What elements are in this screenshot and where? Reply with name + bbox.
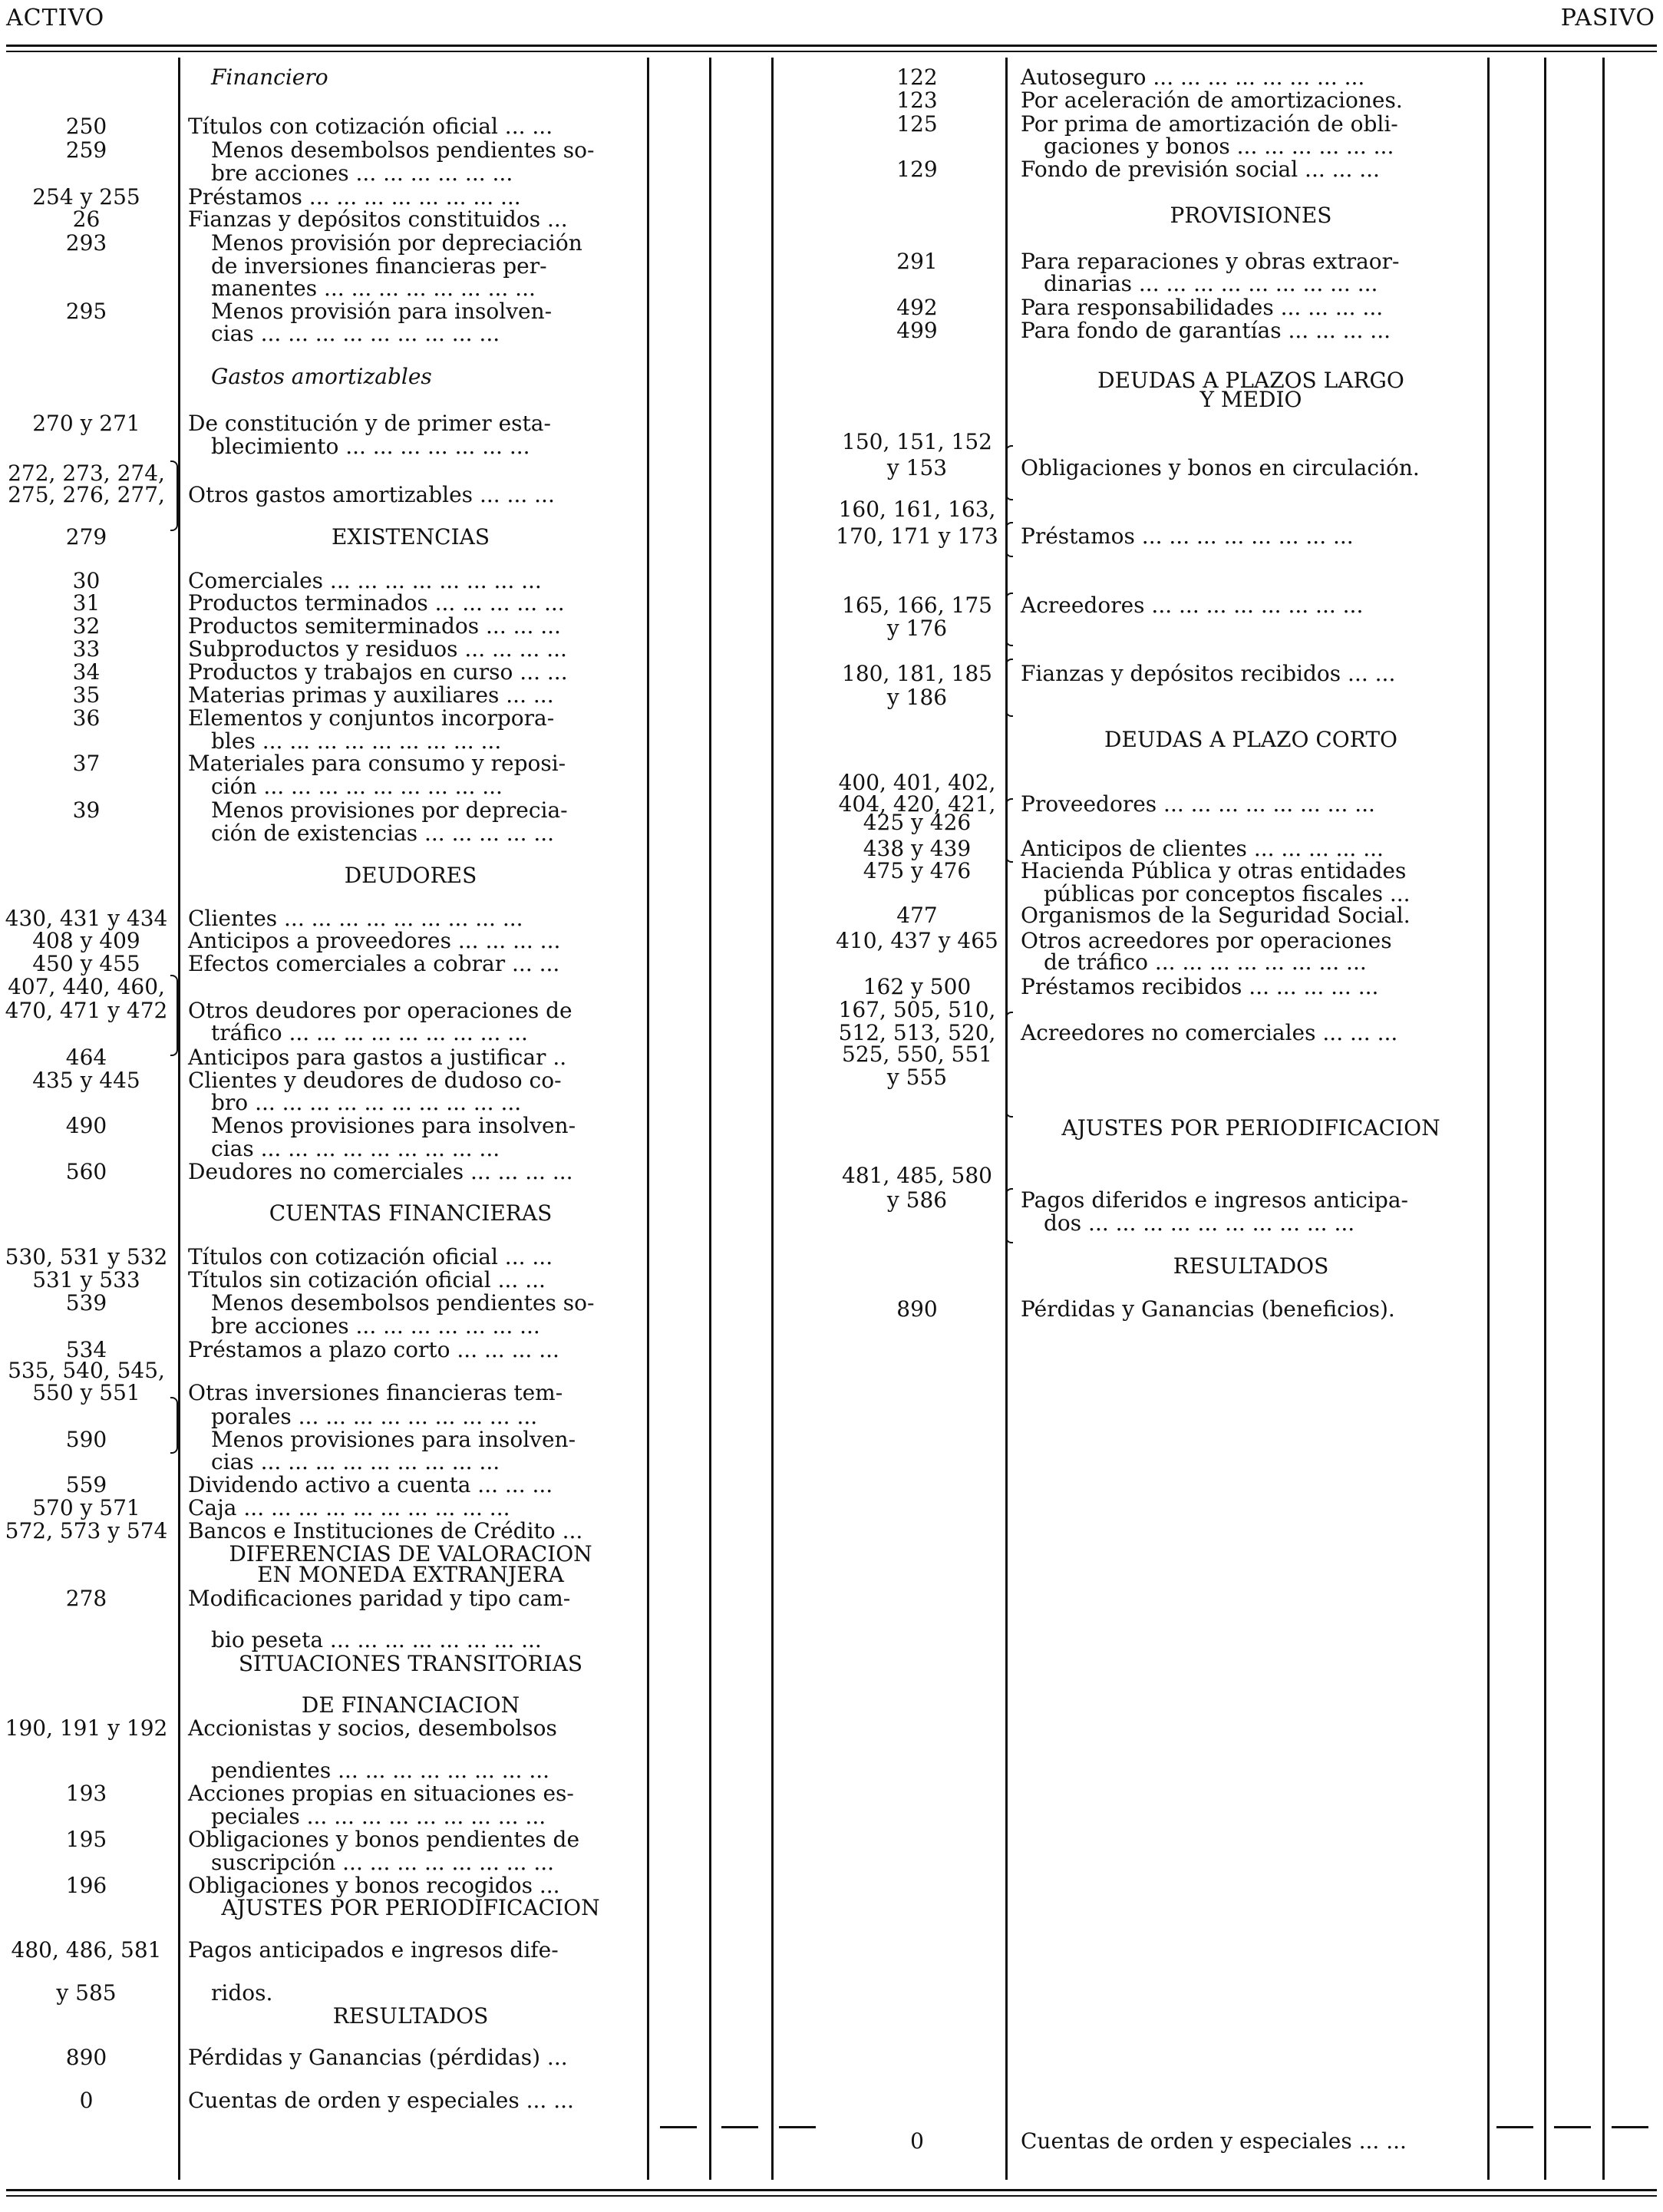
activo-account-code: 550 y 551 [32,1380,140,1405]
pasivo-account-code: 160, 161, 163, [838,497,996,522]
activo-section-heading: Financiero [211,64,328,90]
activo-account-label: Anticipos para gastos a justificar .. [188,1045,567,1070]
pasivo-account-code: 481, 485, 580 [842,1163,992,1188]
activo-account-code: 435 y 445 [32,1068,140,1093]
activo-account-label: Productos terminados ... ... ... ... ... [188,590,565,616]
activo-account-label: Cuentas de orden y especiales ... ... [188,2088,574,2113]
activo-account-label: Menos desembolsos pendientes so- [211,1290,595,1316]
activo-account-label: Menos provisiones para insolven- [211,1113,576,1138]
activo-account-label: blecimiento ... ... ... ... ... ... ... [211,434,530,459]
pasivo-account-label: Proveedores ... ... ... ... ... ... ... ... [1021,791,1375,817]
activo-account-code: 26 [72,206,101,232]
activo-account-code: 31 [72,590,101,616]
total-dash [721,2126,758,2128]
activo-account-label: Clientes ... ... ... ... ... ... ... ... ... [188,906,523,931]
pasivo-account-label: Préstamos recibidos ... ... ... ... ... [1021,974,1379,999]
pasivo-section-heading: PROVISIONES [1170,203,1332,228]
activo-account-label: Anticipos a proveedores ... ... ... ... [188,928,561,953]
pasivo-account-label: Autoseguro ... ... ... ... ... ... ... ... [1021,64,1365,90]
pasivo-account-label: Acreedores no comerciales ... ... ... [1021,1020,1398,1045]
pasivo-account-code: y 176 [886,616,948,641]
pasivo-account-code: 125 [896,111,938,137]
pasivo-account-code: 425 y 426 [863,810,972,835]
activo-account-label: Otros gastos amortizables ... ... ... [188,482,555,507]
pasivo-account-label: Para reparaciones y obras extraor- [1021,249,1400,274]
activo-account-code: 39 [72,797,101,823]
activo-account-label: Obligaciones y bonos pendientes de [188,1827,580,1852]
pasivo-account-label: Por aceleración de amortizaciones. [1021,87,1403,113]
activo-account-code: 34 [72,659,101,685]
bottom-rule [6,2189,1657,2191]
activo-account-label: Dividendo activo a cuenta ... ... ... [188,1472,553,1497]
pasivo-amount-col-3 [1602,58,1605,2180]
activo-account-code: 450 y 455 [32,951,140,976]
activo-account-code: 196 [65,1873,107,1898]
pasivo-account-label: dinarias ... ... ... ... ... ... ... ... ... [1044,271,1378,296]
activo-account-label: Elementos y conjuntos incorpora- [188,705,555,731]
activo-account-code: 530, 531 y 532 [5,1244,168,1269]
activo-account-label: Obligaciones y bonos recogidos ... [188,1873,560,1898]
pasivo-account-label: públicas por conceptos fiscales ... [1044,881,1411,906]
pasivo-account-label: Otros acreedores por operaciones [1021,928,1392,953]
activo-account-code: 407, 440, 460, [8,974,165,999]
activo-section-heading: CUENTAS FINANCIERAS [269,1200,553,1226]
pasivo-amount-col-2 [1544,58,1546,2180]
pasivo-account-code: 167, 505, 510, [838,997,996,1022]
activo-account-code: 35 [72,682,101,708]
activo-account-code: 278 [65,1586,107,1611]
activo-account-code: 295 [65,299,107,324]
pasivo-section-heading: DEUDAS A PLAZO CORTO [1104,727,1397,752]
activo-account-code: 293 [65,230,107,256]
pasivo-account-code: 404, 420, 421, [838,791,996,817]
activo-account-label: De constitución y de primer esta- [188,411,551,436]
activo-amount-col-2 [709,58,711,2180]
activo-account-label: Modificaciones paridad y tipo cam- [188,1586,571,1611]
activo-account-code: 572, 573 y 574 [5,1518,168,1543]
brace-icon [1005,659,1013,717]
activo-account-label: bro ... ... ... ... ... ... ... ... ... ... [211,1090,522,1115]
activo-account-code: 464 [65,1045,107,1070]
activo-account-label: Menos desembolsos pendientes so- [211,137,595,163]
activo-account-code: 254 y 255 [32,184,140,210]
pasivo-account-code: 499 [896,318,938,343]
pasivo-account-label: dos ... ... ... ... ... ... ... ... ... ... [1044,1210,1355,1236]
brace-icon [1005,1188,1013,1243]
activo-section-heading: EN MONEDA EXTRANJERA [257,1562,564,1587]
activo-account-code: 32 [72,613,101,639]
activo-account-code: 535, 540, 545, [8,1358,165,1383]
activo-account-code: 480, 486, 581 [11,1937,162,1963]
brace-icon [1005,798,1013,863]
brace-icon [170,461,178,531]
pasivo-account-label: Organismos de la Seguridad Social. [1021,903,1411,928]
activo-account-code: 559 [65,1472,107,1497]
pasivo-account-code: 150, 151, 152 [842,429,992,454]
pasivo-account-label: Cuentas de orden y especiales ... ... [1021,2128,1407,2154]
activo-section-heading: AJUSTES POR PERIODIFICACION [221,1895,600,1920]
activo-section-heading: SITUACIONES TRANSITORIAS [238,1651,583,1676]
pasivo-amount-col-1 [1487,58,1490,2180]
activo-account-label: Fianzas y depósitos constituidos ... [188,206,568,232]
pasivo-section-heading: Y MEDIO [1199,387,1302,412]
pasivo-account-code: 180, 181, 185 [842,661,992,686]
pasivo-account-code: 123 [896,87,938,113]
pasivo-account-code: 162 y 500 [863,974,972,999]
activo-account-label: Otras inversiones financieras tem- [188,1380,563,1405]
activo-account-label: bre acciones ... ... ... ... ... ... [211,160,513,186]
pasivo-account-label: Fondo de previsión social ... ... ... [1021,157,1380,182]
activo-account-label: Menos provisiones por deprecia- [211,797,568,823]
pasivo-account-label: Acreedores ... ... ... ... ... ... ... ... [1021,593,1364,618]
pasivo-account-code: y 555 [886,1065,948,1090]
activo-account-label: Deudores no comerciales ... ... ... ... [188,1159,573,1184]
pasivo-account-code: y 153 [886,455,948,480]
brace-icon [1005,593,1013,646]
top-rule-2 [6,51,1657,52]
pasivo-account-label: gaciones y bonos ... ... ... ... ... ... [1044,134,1394,159]
brace-icon [1005,445,1013,500]
total-dash [1612,2126,1648,2128]
pasivo-account-label: de tráfico ... ... ... ... ... ... ... ... [1044,949,1367,975]
activo-account-label: ridos. [211,1980,273,2006]
pasivo-account-label: Hacienda Pública y otras entidades [1021,858,1407,883]
activo-account-label: Subproductos y residuos ... ... ... ... [188,636,567,662]
activo-account-label: manentes ... ... ... ... ... ... ... ... [211,276,536,301]
activo-account-label: Bancos e Instituciones de Crédito ... [188,1518,583,1543]
activo-account-code: 470, 471 y 472 [5,998,168,1023]
activo-account-label: bio peseta ... ... ... ... ... ... ... ... [211,1627,542,1652]
activo-account-code: 534 [65,1337,107,1362]
brace-icon [170,1397,178,1454]
activo-account-label: Menos provisión por depreciación [211,230,582,256]
activo-account-label: Pagos anticipados e ingresos dife- [188,1937,559,1963]
activo-account-label: Acciones propias en situaciones es- [188,1781,574,1806]
pasivo-account-code: 512, 513, 520, [838,1020,996,1045]
pasivo-account-label: Fianzas y depósitos recibidos ... ... [1021,661,1396,686]
brace-icon [170,975,178,1056]
activo-account-label: de inversiones financieras per- [211,253,547,279]
activo-account-label: Materiales para consumo y reposi- [188,751,566,776]
activo-account-code: 430, 431 y 434 [5,906,168,931]
pasivo-section-heading: DEUDAS A PLAZOS LARGO [1097,368,1404,393]
brace-icon [1005,1012,1013,1118]
pasivo-account-label: Para fondo de garantías ... ... ... ... [1021,318,1391,343]
activo-account-label: Menos provisión para insolven- [211,299,553,324]
pasivo-account-label: Por prima de amortización de obli- [1021,111,1398,137]
pasivo-account-code: 129 [896,157,938,182]
pasivo-account-label: Pagos diferidos e ingresos anticipa- [1021,1187,1409,1213]
activo-account-code: 0 [79,2088,94,2113]
activo-account-code: 30 [72,568,101,593]
activo-account-label: suscripción ... ... ... ... ... ... ... ... [211,1850,555,1875]
header-pasivo: PASIVO [1560,5,1655,31]
activo-account-code: 539 [65,1290,107,1316]
activo-section-heading: DEUDORES [344,863,477,888]
activo-account-code: 259 [65,137,107,163]
activo-account-label: cias ... ... ... ... ... ... ... ... ... [211,1136,500,1161]
pasivo-account-label: Pérdidas y Ganancias (beneficios). [1021,1296,1395,1322]
pasivo-account-code: 438 y 439 [863,836,972,861]
pasivo-section-heading: AJUSTES POR PERIODIFICACION [1061,1115,1440,1141]
activo-account-label: Efectos comerciales a cobrar ... ... [188,951,560,976]
activo-account-code: 33 [72,636,101,662]
pasivo-account-code: 291 [896,249,938,274]
activo-account-code: 531 y 533 [32,1267,140,1293]
pasivo-account-label: Para responsabilidades ... ... ... ... [1021,295,1384,320]
pasivo-account-label: Obligaciones y bonos en circulación. [1021,455,1420,480]
activo-section-heading: RESULTADOS [332,2003,489,2029]
activo-account-label: porales ... ... ... ... ... ... ... ... ... [211,1404,538,1429]
activo-account-code: 37 [72,751,101,776]
activo-account-label: Títulos con cotización oficial ... ... [188,114,553,139]
activo-account-code: 490 [65,1113,107,1138]
pasivo-account-code: 475 y 476 [863,858,972,883]
header-activo: ACTIVO [6,5,105,31]
pasivo-account-code: 525, 550, 551 [842,1042,992,1067]
total-dash [1496,2126,1533,2128]
activo-account-label: ción ... ... ... ... ... ... ... ... ... [211,774,503,799]
pasivo-section-heading: RESULTADOS [1173,1253,1329,1279]
activo-account-code: 270 y 271 [32,411,140,436]
total-dash [779,2126,816,2128]
activo-account-label: Caja ... ... ... ... ... ... ... ... ... ... [188,1495,510,1520]
activo-account-code: 36 [72,705,101,731]
brace-icon [1005,522,1013,557]
pasivo-account-code: 0 [910,2128,924,2154]
activo-section-heading: DE FINANCIACION [301,1692,520,1718]
pasivo-account-code: 122 [896,64,938,90]
pasivo-divider [1005,58,1008,2180]
total-dash [660,2126,697,2128]
pasivo-account-code: 165, 166, 175 [842,593,992,618]
activo-account-label: Pérdidas y Ganancias (pérdidas) ... [188,2045,568,2070]
activo-account-label: cias ... ... ... ... ... ... ... ... ... [211,1449,500,1474]
activo-account-label: tráfico ... ... ... ... ... ... ... ... ... [211,1020,528,1045]
bottom-rule-2 [6,2195,1657,2197]
top-rule [6,45,1657,47]
activo-account-code: 408 y 409 [32,928,140,953]
activo-account-label: Títulos con cotización oficial ... ... [188,1244,553,1269]
activo-account-label: bre acciones ... ... ... ... ... ... ... [211,1313,540,1339]
activo-account-label: cias ... ... ... ... ... ... ... ... ... [211,321,500,346]
activo-account-code: 560 [65,1159,107,1184]
activo-account-code: 890 [65,2045,107,2070]
activo-account-label: bles ... ... ... ... ... ... ... ... ... [211,728,502,754]
activo-account-code: 272, 273, 274, [8,461,165,486]
activo-account-label: Clientes y deudores de dudoso co- [188,1068,562,1093]
pasivo-account-code: 170, 171 y 173 [836,523,998,549]
pasivo-account-code: 400, 401, 402, [838,770,996,795]
activo-account-code: 195 [65,1827,107,1852]
activo-account-label: Títulos sin cotización oficial ... ... [188,1267,546,1293]
pasivo-account-label: Préstamos ... ... ... ... ... ... ... ... [1021,523,1354,549]
activo-account-code: 190, 191 y 192 [5,1715,168,1741]
activo-account-code: 570 y 571 [32,1495,140,1520]
activo-amount-col-1 [647,58,649,2180]
pasivo-account-code: 890 [896,1296,938,1322]
activo-account-label: Préstamos ... ... ... ... ... ... ... ... [188,184,521,210]
activo-account-label: peciales ... ... ... ... ... ... ... ... ... [211,1804,546,1829]
activo-section-heading: Gastos amortizables [211,364,432,389]
pasivo-account-code: 492 [896,295,938,320]
activo-account-label: Productos y trabajos en curso ... ... [188,659,568,685]
total-dash [1554,2126,1591,2128]
activo-account-label: pendientes ... ... ... ... ... ... ... ... [211,1758,550,1783]
activo-section-heading: EXISTENCIAS [331,524,490,550]
activo-section-heading: DIFERENCIAS DE VALORACION [229,1541,592,1567]
activo-account-label: ción de existencias ... ... ... ... ... [211,820,555,846]
activo-account-label: Menos provisiones para insolven- [211,1427,576,1452]
pasivo-account-code: 477 [896,903,938,928]
pasivo-account-label: Anticipos de clientes ... ... ... ... ... [1021,836,1384,861]
activo-account-label: Accionistas y socios, desembolsos [188,1715,557,1741]
activo-account-label: Productos semiterminados ... ... ... [188,613,561,639]
activo-account-label: Otros deudores por operaciones de [188,998,572,1023]
activo-divider [178,58,180,2180]
activo-account-code: 275, 276, 277, [8,482,165,507]
activo-account-code: 279 [65,524,107,550]
activo-account-label: Comerciales ... ... ... ... ... ... ... ... [188,568,542,593]
activo-account-code: 193 [65,1781,107,1806]
activo-account-code: y 585 [56,1980,117,2006]
pasivo-account-code: y 186 [886,685,948,710]
activo-amount-col-3 [771,58,774,2180]
pasivo-account-code: y 586 [886,1187,948,1213]
activo-account-code: 250 [65,114,107,139]
activo-account-code: 590 [65,1427,107,1452]
pasivo-account-code: 410, 437 y 465 [836,928,998,953]
activo-account-label: Préstamos a plazo corto ... ... ... ... [188,1337,559,1362]
activo-account-label: Materias primas y auxiliares ... ... [188,682,554,708]
